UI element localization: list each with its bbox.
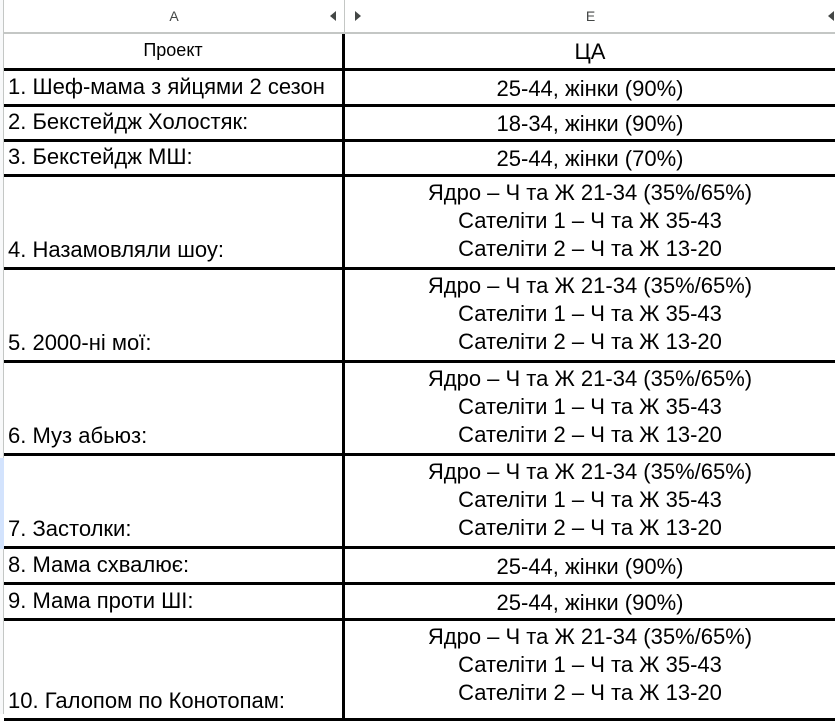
audience-line: 25-44, жінки (90%) xyxy=(496,75,684,101)
audience-line: Сателіти 1 – Ч та Ж 35-43 xyxy=(458,208,722,233)
cell-project-header[interactable] xyxy=(4,34,345,68)
cell-project[interactable] xyxy=(4,363,345,453)
cell-project[interactable] xyxy=(4,177,345,267)
column-letter-e: E xyxy=(585,8,596,24)
project-name: 8. Мама схвалює: xyxy=(8,552,190,577)
cell-audience[interactable] xyxy=(345,270,835,360)
project-name: 7. Застолки: xyxy=(8,516,132,541)
project-name: 5. 2000-ні мої: xyxy=(8,330,152,355)
table-row xyxy=(4,270,835,363)
cell-project[interactable] xyxy=(4,142,345,174)
audience-line: Сателіти 2 – Ч та Ж 13-20 xyxy=(458,680,722,705)
cell-project[interactable] xyxy=(4,585,345,618)
cell-audience[interactable] xyxy=(345,71,835,104)
project-header-text: Проект xyxy=(143,40,203,60)
project-name: 9. Мама проти ШІ: xyxy=(8,588,194,613)
audience-line: Ядро – Ч та Ж 21-34 (35%/65%) xyxy=(427,624,753,649)
project-name: 6. Муз абьюз: xyxy=(8,423,148,448)
column-letter-a: A xyxy=(169,8,179,24)
audience-line: Сателіти 1 – Ч та Ж 35-43 xyxy=(458,487,722,512)
audience-line: 25-44, жінки (90%) xyxy=(496,553,684,579)
project-name: 3. Бекстейдж МШ: xyxy=(8,144,193,169)
cell-audience-header[interactable] xyxy=(345,34,835,68)
cell-project[interactable] xyxy=(4,107,345,139)
audience-header-text: ЦА xyxy=(574,39,606,64)
audience-line: Сателіти 1 – Ч та Ж 35-43 xyxy=(458,652,722,677)
audience-line: Ядро – Ч та Ж 21-34 (35%/65%) xyxy=(427,273,753,298)
table-row xyxy=(4,71,835,107)
cell-audience[interactable] xyxy=(345,585,835,618)
cell-audience[interactable] xyxy=(345,456,835,546)
audience-line: Сателіти 1 – Ч та Ж 35-43 xyxy=(458,394,722,419)
cell-project[interactable] xyxy=(4,270,345,360)
spreadsheet-grid xyxy=(4,34,835,721)
column-header-a[interactable] xyxy=(4,0,345,32)
project-name: 10. Галопом по Конотопам: xyxy=(8,688,285,713)
audience-line: Сателіти 2 – Ч та Ж 13-20 xyxy=(458,236,722,261)
audience-line: Сателіти 2 – Ч та Ж 13-20 xyxy=(458,329,722,354)
audience-line: Сателіти 1 – Ч та Ж 35-43 xyxy=(458,301,722,326)
collapse-left-arrow-icon[interactable] xyxy=(330,11,336,21)
table-row xyxy=(4,621,835,721)
cell-project[interactable] xyxy=(4,456,345,546)
project-name: 1. Шеф-мама з яйцями 2 сезон xyxy=(8,74,325,99)
cell-project[interactable] xyxy=(4,71,345,104)
collapse-left-arrow-icon[interactable] xyxy=(828,11,834,21)
column-header-e[interactable] xyxy=(346,0,835,32)
table-row xyxy=(4,107,835,142)
cell-audience[interactable] xyxy=(345,549,835,582)
cell-project[interactable] xyxy=(4,549,345,582)
audience-line: Ядро – Ч та Ж 21-34 (35%/65%) xyxy=(427,180,753,205)
cell-project[interactable] xyxy=(4,621,345,718)
cell-audience[interactable] xyxy=(345,363,835,453)
cell-audience[interactable] xyxy=(345,177,835,267)
project-name: 2. Бекстейдж Холостяк: xyxy=(8,109,249,134)
table-row xyxy=(4,363,835,456)
audience-line: Ядро – Ч та Ж 21-34 (35%/65%) xyxy=(427,366,753,391)
audience-line: Сателіти 2 – Ч та Ж 13-20 xyxy=(458,422,722,447)
cell-audience[interactable] xyxy=(345,107,835,139)
table-row xyxy=(4,177,835,270)
column-header-bar xyxy=(4,0,835,34)
cell-audience[interactable] xyxy=(345,621,835,718)
project-name: 4. Назамовляли шоу: xyxy=(8,237,224,262)
audience-line: 25-44, жінки (70%) xyxy=(496,146,684,171)
table-row xyxy=(4,549,835,585)
table-row xyxy=(4,585,835,621)
audience-line: Сателіти 2 – Ч та Ж 13-20 xyxy=(458,515,722,540)
cell-audience[interactable] xyxy=(345,142,835,174)
table-header-row xyxy=(4,34,835,71)
audience-line: 25-44, жінки (90%) xyxy=(496,589,684,615)
table-row xyxy=(4,456,835,549)
audience-line: 18-34, жінки (90%) xyxy=(496,111,684,136)
audience-line: Ядро – Ч та Ж 21-34 (35%/65%) xyxy=(427,459,753,484)
table-row xyxy=(4,142,835,177)
